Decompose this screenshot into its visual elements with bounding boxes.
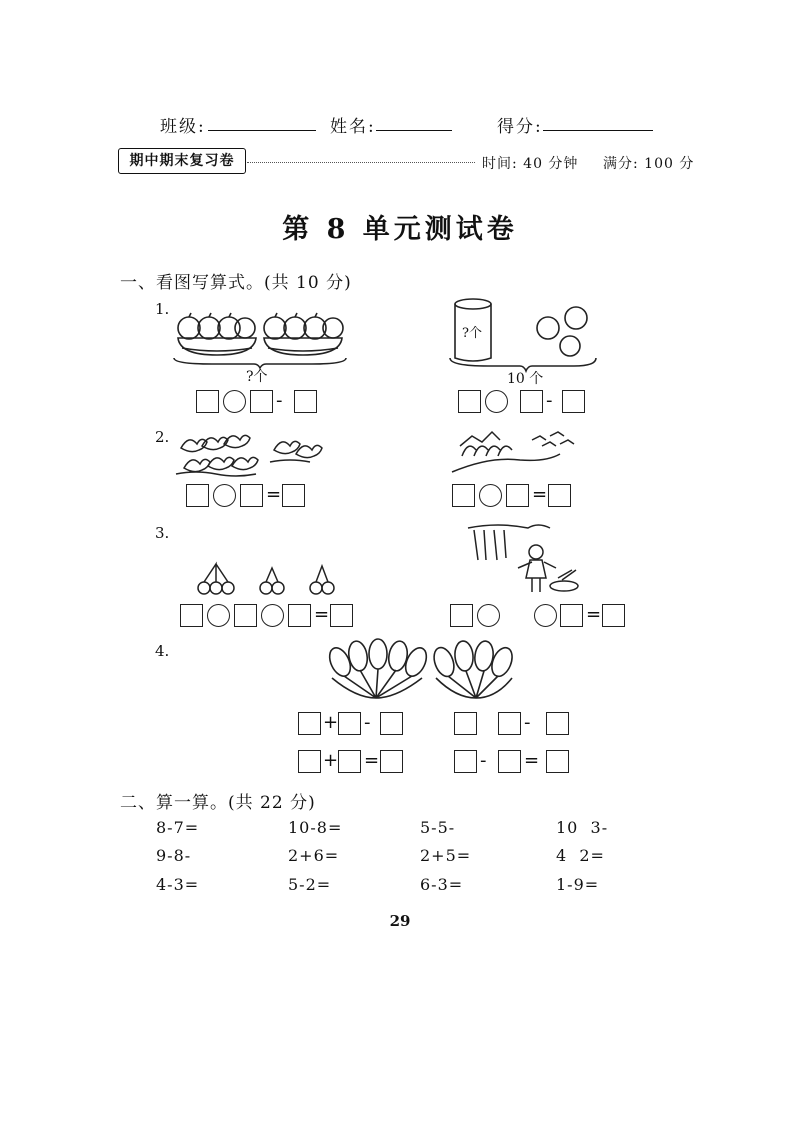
answer-box[interactable] xyxy=(546,712,569,735)
dotted-divider xyxy=(247,162,475,163)
answer-box[interactable] xyxy=(498,712,521,735)
answer-box[interactable] xyxy=(498,750,521,773)
calc-problem: 9-8- xyxy=(156,846,192,865)
calc-problem: 4 2= xyxy=(556,846,605,865)
answer-box[interactable] xyxy=(380,750,403,773)
equals-sign: = xyxy=(586,604,602,625)
operator-circle[interactable] xyxy=(485,390,508,413)
calc-problem: 2+6= xyxy=(288,846,340,865)
full-score: 满分: 100 分 xyxy=(603,156,695,172)
answer-box[interactable] xyxy=(250,390,273,413)
apple-baskets-image xyxy=(172,310,352,370)
answer-box[interactable] xyxy=(330,604,353,627)
answer-box[interactable] xyxy=(506,484,529,507)
minus-sign: - xyxy=(364,712,371,733)
minus-sign: - xyxy=(524,712,531,733)
answer-box[interactable] xyxy=(562,390,585,413)
question-2-number: 2. xyxy=(155,428,170,446)
page-number: 29 xyxy=(389,912,411,930)
calc-problem: 1-9= xyxy=(556,875,600,894)
answer-box[interactable] xyxy=(520,390,543,413)
answer-box[interactable] xyxy=(338,712,361,735)
equals-sign: - xyxy=(546,390,553,411)
answer-box[interactable] xyxy=(234,604,257,627)
ducks-image xyxy=(176,426,326,476)
answer-box[interactable] xyxy=(282,484,305,507)
question-1-number: 1. xyxy=(155,300,170,318)
answer-box[interactable] xyxy=(458,390,481,413)
answer-box[interactable] xyxy=(380,712,403,735)
cherries-image xyxy=(196,560,366,596)
answer-box[interactable] xyxy=(180,604,203,627)
answer-box[interactable] xyxy=(298,750,321,773)
calc-problem: 10-8= xyxy=(288,818,343,837)
calc-problem: 4-3= xyxy=(156,875,200,894)
operator-circle[interactable] xyxy=(479,484,502,507)
q4-right-equation-2 xyxy=(454,750,584,774)
minus-sign: - xyxy=(480,750,487,771)
calc-problem: 10 3- xyxy=(556,818,609,837)
answer-box[interactable] xyxy=(240,484,263,507)
plus-sign: + xyxy=(323,750,339,771)
answer-box[interactable] xyxy=(294,390,317,413)
calc-problem: 2+5= xyxy=(420,846,472,865)
calc-problem: 5-2= xyxy=(288,875,332,894)
question-3-number: 3. xyxy=(155,524,170,542)
answer-box[interactable] xyxy=(546,750,569,773)
answer-box[interactable] xyxy=(560,604,583,627)
q1-right-equation xyxy=(458,390,588,414)
score-label: 得分: xyxy=(497,117,543,137)
answer-box[interactable] xyxy=(602,604,625,627)
class-blank[interactable] xyxy=(208,130,316,131)
answer-box[interactable] xyxy=(288,604,311,627)
q3-left-equation xyxy=(180,604,370,628)
section-2-heading: 二、算一算。(共 22 分) xyxy=(120,793,316,813)
equals-sign: = xyxy=(314,604,330,625)
operator-circle[interactable] xyxy=(223,390,246,413)
q2-left-equation xyxy=(186,484,316,508)
apples-caption: ?个 xyxy=(246,369,268,385)
section-1-heading: 一、看图写算式。(共 10 分) xyxy=(120,273,352,293)
calc-problem: 5-5- xyxy=(420,818,456,837)
plus-sign: + xyxy=(323,712,339,733)
score-blank[interactable] xyxy=(543,130,653,131)
equals-sign: - xyxy=(276,390,283,411)
operator-circle[interactable] xyxy=(207,604,230,627)
calc-problem: 6-3= xyxy=(420,875,464,894)
answer-box[interactable] xyxy=(452,484,475,507)
equals-sign: = xyxy=(524,750,540,771)
birds-on-branch-image xyxy=(450,426,578,474)
girl-carrots-image xyxy=(466,520,584,596)
equals-sign: = xyxy=(532,484,548,505)
q4-left-equation-2 xyxy=(298,750,428,774)
calc-problem: 8-7= xyxy=(156,818,200,837)
answer-box[interactable] xyxy=(186,484,209,507)
jar-label: ?个 xyxy=(462,326,482,341)
balloons-image xyxy=(326,640,526,702)
q4-left-equation-1 xyxy=(298,712,428,736)
q1-left-equation xyxy=(196,390,326,414)
class-label: 班级: xyxy=(160,117,206,137)
series-tag: 期中期末复习卷 xyxy=(118,148,246,174)
operator-circle[interactable] xyxy=(477,604,500,627)
time-limit: 时间: 40 分钟 xyxy=(482,156,579,172)
operator-circle[interactable] xyxy=(261,604,284,627)
answer-box[interactable] xyxy=(454,750,477,773)
name-label: 姓名: xyxy=(330,117,376,137)
answer-box[interactable] xyxy=(196,390,219,413)
q3-right-equation xyxy=(450,604,630,628)
operator-circle[interactable] xyxy=(213,484,236,507)
answer-box[interactable] xyxy=(450,604,473,627)
balls-caption: 10 个 xyxy=(507,371,544,387)
operator-circle[interactable] xyxy=(534,604,557,627)
answer-box[interactable] xyxy=(298,712,321,735)
question-4-number: 4. xyxy=(155,642,170,660)
answer-box[interactable] xyxy=(454,712,477,735)
q4-right-equation-1 xyxy=(454,712,584,736)
q2-right-equation xyxy=(452,484,582,508)
answer-box[interactable] xyxy=(338,750,361,773)
equals-sign: = xyxy=(266,484,282,505)
name-blank[interactable] xyxy=(376,130,452,131)
page-title: 第 8 单元测试卷 xyxy=(282,214,518,245)
answer-box[interactable] xyxy=(548,484,571,507)
equals-sign: = xyxy=(364,750,380,771)
